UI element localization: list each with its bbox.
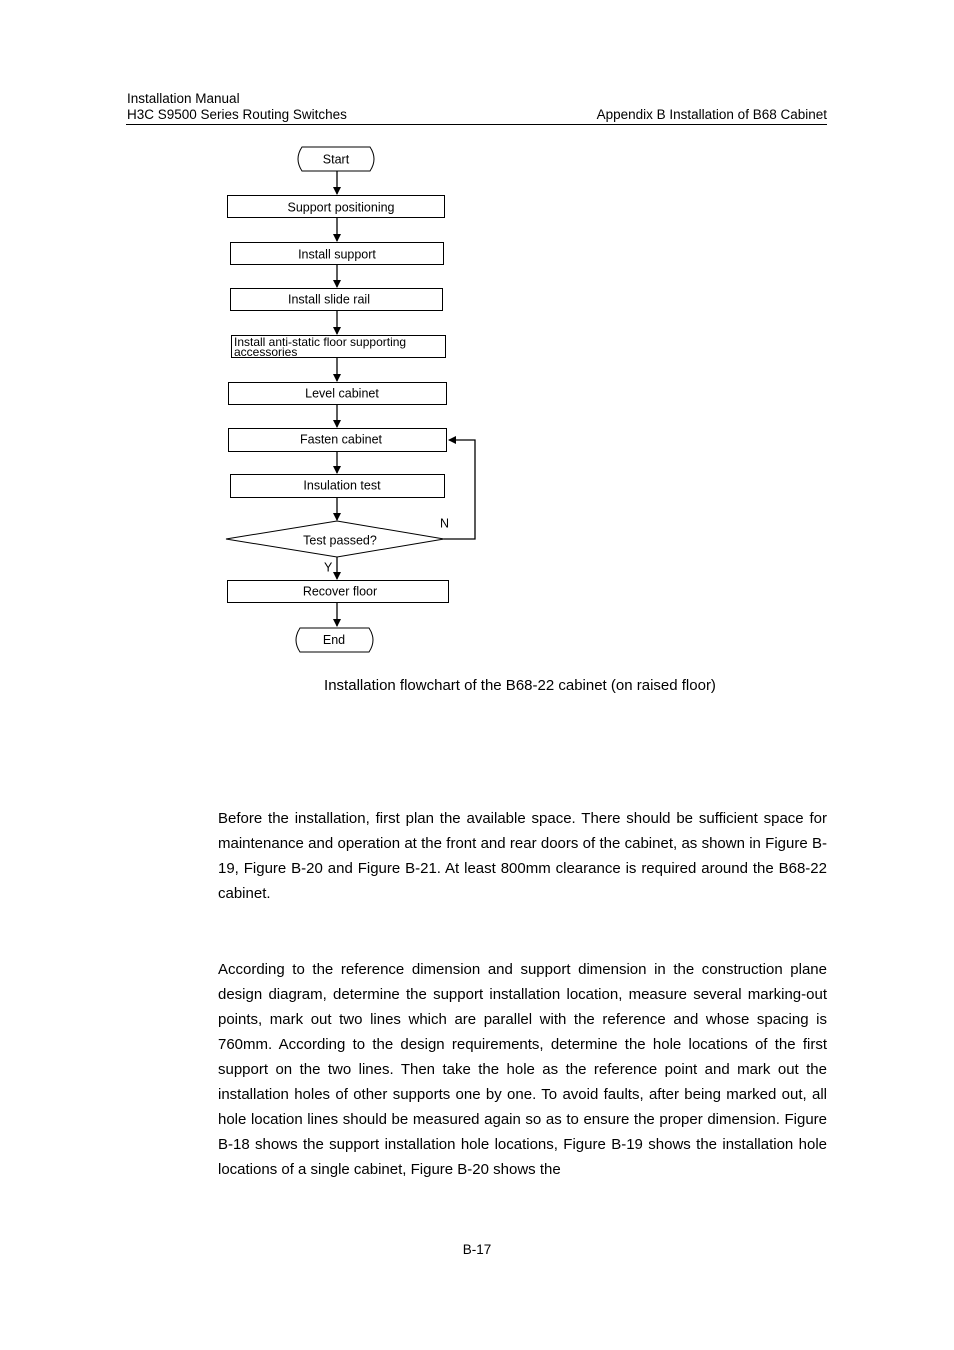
- flow-step-label: Recover floor: [302, 584, 378, 599]
- flow-step-label: Fasten cabinet: [300, 432, 382, 447]
- flow-step-insulation-test: [231, 475, 445, 498]
- flow-step-recover-floor: [228, 581, 449, 603]
- flow-start-label: Start: [322, 152, 350, 167]
- flow-step-install-floor-accessories: [232, 335, 447, 359]
- flow-step-level-cabinet: [229, 383, 447, 405]
- flow-step-label: Install anti-static floor supporting accessories: [234, 335, 407, 359]
- figure-caption: Installation flowchart of the B68-22 cabinet (on raised floor): [324, 677, 716, 694]
- flow-start-node: [298, 147, 374, 171]
- page-number: B-17: [462, 1242, 492, 1257]
- flow-step-install-slide-rail: [231, 289, 443, 311]
- flow-decision-label: Test passed?: [303, 533, 377, 548]
- body-paragraph: According to the reference dimension and support dimension in the construction plane design diagram, determine the support installation location, measure several marking-out points, mark out two lines which are parallel with the reference and whose spacing is 760mm. According to the design requirements, determine the hole locations of the first support on the two lines. Then take the hole as the reference point and mark out the installation holes of other supports one by one. To avoid faults, after being marked out, all hole location lines should be measured again so as to ensure the proper dimension. Figure B-18 shows the support installation hole locations, Figure B-19 shows the installation hole locations of a single cabinet, Figure B-20 shows the: [218, 961, 827, 1178]
- body-paragraph: Before the installation, first plan the available space. There should be sufficient space for maintenance and operation at the front and rear doors of the cabinet, as shown in Figure B-19, Figure B-20 and Figure B-21. At least 800mm clearance is required around the B68-22 cabinet.: [218, 810, 827, 902]
- flow-step-label: Level cabinet: [305, 386, 379, 401]
- flow-step-label: Insulation test: [303, 478, 381, 493]
- header-section-title: Appendix B Installation of B68 Cabinet: [596, 107, 827, 122]
- flow-yes-label: Y: [324, 560, 333, 575]
- flow-step-label: Support positioning: [287, 200, 395, 215]
- flow-decision-test-passed: [226, 521, 444, 557]
- flow-step-label: Install slide rail: [288, 292, 370, 307]
- flow-step-install-support: [231, 243, 444, 265]
- flow-step-fasten-cabinet: [229, 429, 447, 452]
- flow-step-support-positioning: [228, 196, 445, 218]
- header-product-name: H3C S9500 Series Routing Switches: [127, 107, 347, 122]
- flow-end-node: [296, 628, 373, 652]
- flow-no-label: N: [440, 516, 450, 531]
- header-manual-title: Installation Manual: [127, 91, 240, 106]
- flow-end-label: End: [322, 633, 346, 647]
- flow-step-label: Install support: [298, 247, 376, 262]
